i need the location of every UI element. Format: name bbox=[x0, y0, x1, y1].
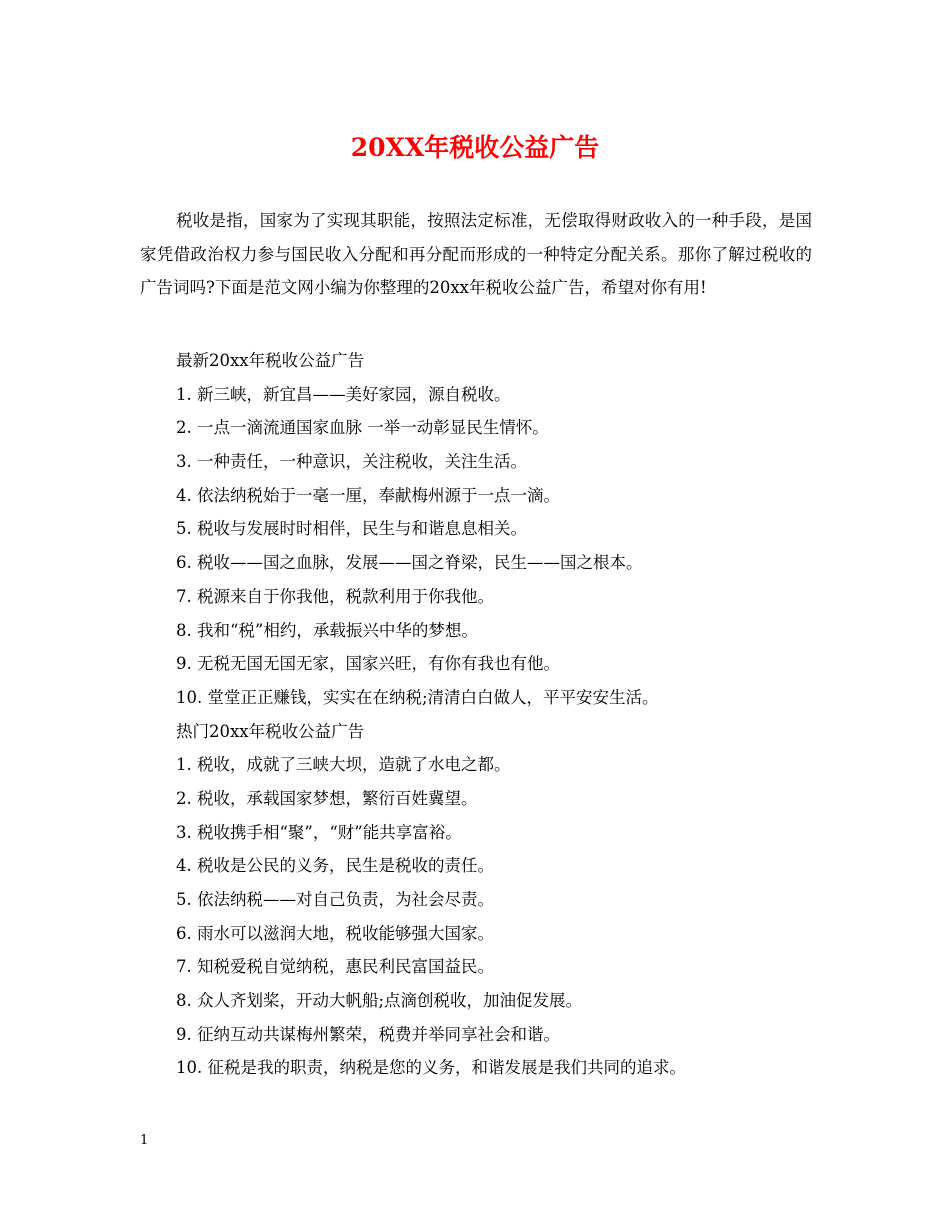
section-heading-popular: 热门20xx年税收公益广告 bbox=[176, 721, 365, 741]
list-item: 1. 新三峡，新宜昌——美好家园，源自税收。 bbox=[176, 384, 511, 404]
slogan-list bbox=[176, 344, 816, 1085]
list-item: 5. 依法纳税——对自己负责，为社会尽责。 bbox=[176, 890, 494, 909]
list-item: 8. 众人齐划桨，开动大帆船;点滴创税收，加油促发展。 bbox=[176, 991, 583, 1011]
list-item: 9. 征纳互动共谋梅州繁荣，税费并举同享社会和谐。 bbox=[176, 1024, 560, 1044]
list-item: 4. 依法纳税始于一毫一厘，奉献梅州源于一点一滴。 bbox=[176, 485, 560, 505]
list-item: 4. 税收是公民的义务，民生是税收的责任。 bbox=[176, 856, 494, 876]
list-item: 5. 税收与发展时时相伴，民生与和谐息息相关。 bbox=[176, 519, 527, 539]
list-item: 9. 无税无国无国无家，国家兴旺，有你有我也有他。 bbox=[176, 654, 560, 674]
list-item: 8. 我和“税”相约，承载振兴中华的梦想。 bbox=[176, 620, 478, 640]
list-item: 3. 一种责任，一种意识，关注税收，关注生活。 bbox=[176, 452, 527, 472]
document-title: 20XX年税收公益广告 bbox=[350, 133, 600, 162]
intro-paragraph: 税收是指，国家为了实现其职能，按照法定标准，无偿取得财政收入的一种手段，是国家凭借政治权力参与国民收入分配和再分配而形成的一种特定分配关系。那你了解过税收的广告词吗?下面是范文网小编为你整理的20xx年税收公益广告，希望对你有用! bbox=[140, 211, 812, 298]
page-number: 1 bbox=[140, 1133, 149, 1148]
list-item: 1. 税收，成就了三峡大坝，造就了水电之都。 bbox=[176, 755, 511, 775]
section-heading-latest: 最新20xx年税收公益广告 bbox=[176, 351, 365, 370]
list-item: 10. 征税是我的职责，纳税是您的义务，和谐发展是我们共同的追求。 bbox=[176, 1058, 686, 1078]
list-item: 6. 雨水可以滋润大地，税收能够强大国家。 bbox=[176, 923, 494, 943]
list-item: 10. 堂堂正正赚钱，实实在在纳税;清清白白做人，平平安安生活。 bbox=[176, 687, 659, 707]
list-item: 2. 税收，承载国家梦想，繁衍百姓冀望。 bbox=[176, 788, 478, 808]
list-item: 6. 税收——国之血脉，发展——国之脊梁，民生——国之根本。 bbox=[176, 553, 643, 573]
list-item: 7. 税源来自于你我他，税款利用于你我他。 bbox=[176, 586, 494, 606]
list-item: 2. 一点一滴流通国家血脉 一举一动彰显民生情怀。 bbox=[176, 418, 549, 438]
list-item: 7. 知税爱税自觉纳税，惠民利民富国益民。 bbox=[176, 957, 494, 977]
list-item: 3. 税收携手相“聚”，“财”能共享富裕。 bbox=[176, 822, 462, 842]
